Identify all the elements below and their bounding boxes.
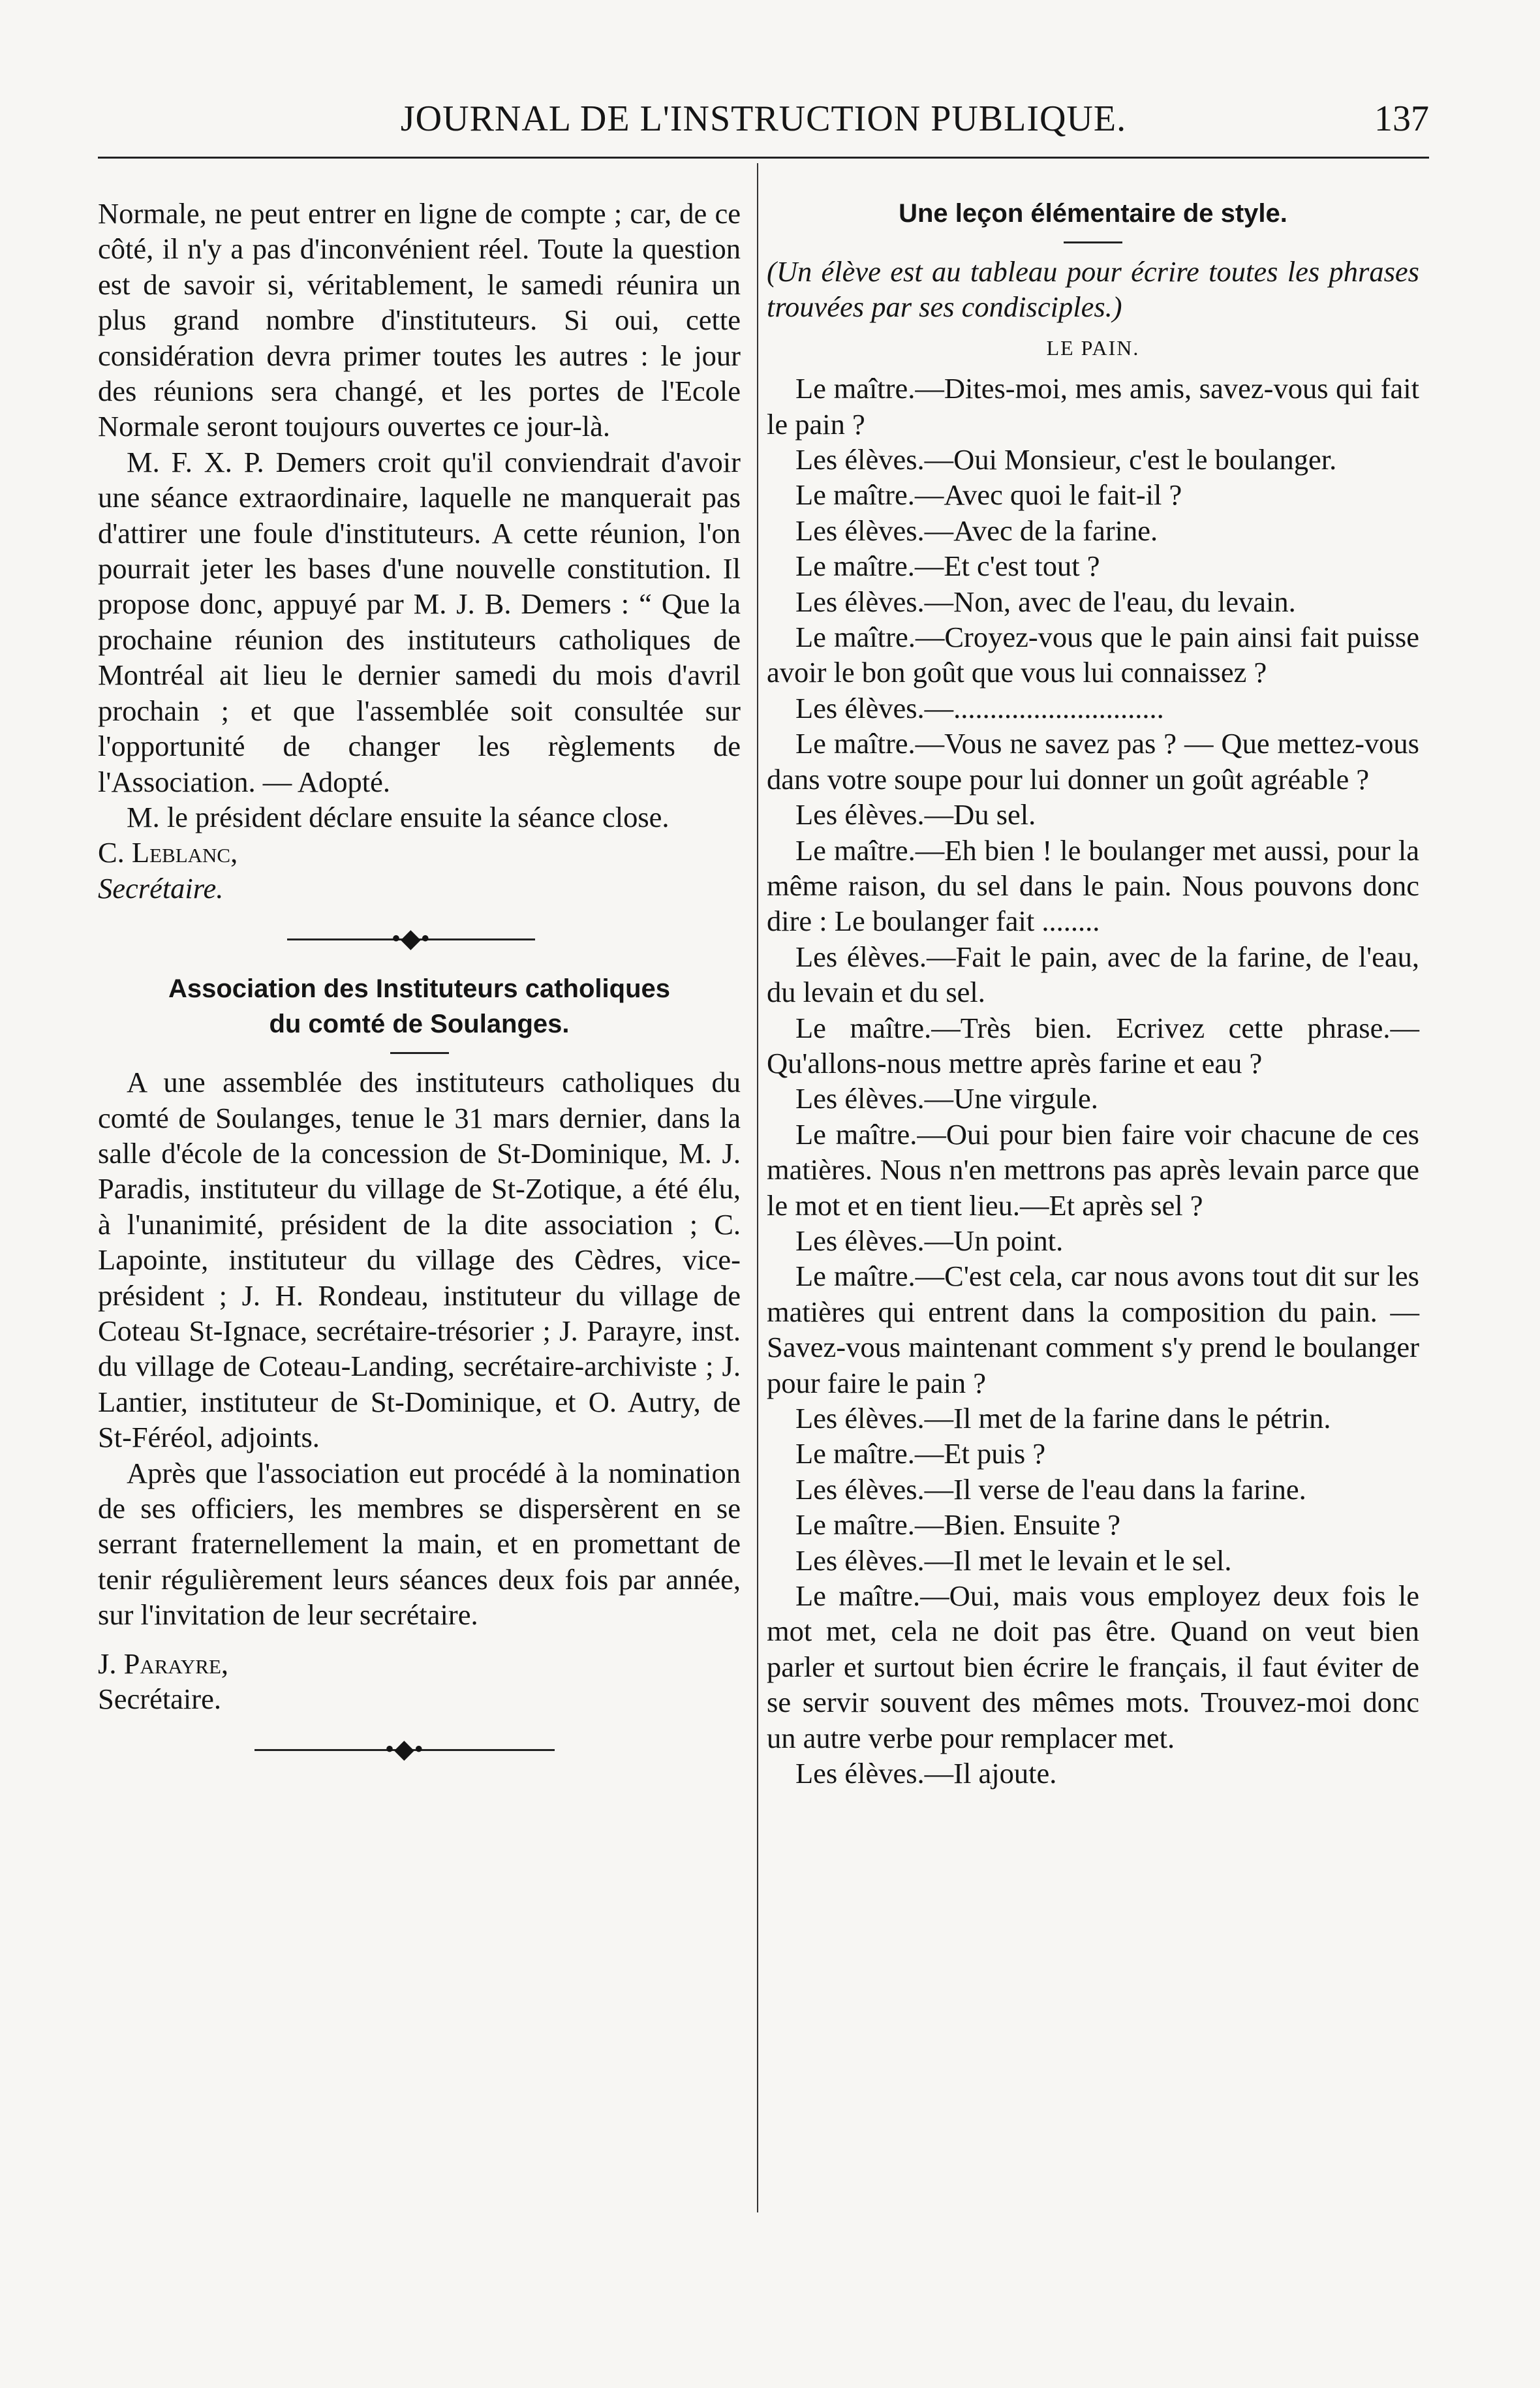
dialogue-line: Le maître.—Et c'est tout ? bbox=[795, 550, 1100, 583]
page-header bbox=[98, 98, 1429, 144]
dialogue-line: Le maître.—Vous ne savez pas ? — Que mettez-vous dans votre soupe pour lui donner un goût agréable ? bbox=[767, 727, 1419, 796]
lesson-heading: LE PAIN. bbox=[1046, 335, 1140, 360]
dialogue-line: Les élèves.—Oui Monsieur, c'est le boulanger. bbox=[795, 443, 1337, 476]
page-number: 137 bbox=[1374, 99, 1429, 139]
dialogue-line: Les élèves.—Il met le levain et le sel. bbox=[795, 1543, 1232, 1577]
paragraph: Normale, ne peut entrer en ligne de compte ; car, de ce côté, il n'y a pas d'inconvénient réel. Toute la question est de savoir si, véritablement, le samedi réunira un plus grand nombre d'instituteurs. Si oui, cette considération devra primer toutes les autres : le jour des réunions sera changé, et les portes de l'Ecole Normale seront toujours ouvertes ce jour-là. bbox=[98, 197, 741, 443]
dialogue-line: Les élèves.—Il met de la farine dans le pétrin. bbox=[795, 1402, 1331, 1434]
ornament-separator bbox=[98, 906, 741, 971]
dialogue-line: Les élèves.—............................. bbox=[795, 691, 1164, 724]
dialogue-line: Le maître.—C'est cela, car nous avons tout dit sur les matières qui entrent dans la composition du pain. — Savez-vous maintenant comment s'y prend le boulanger pour faire le pain ? bbox=[767, 1260, 1419, 1399]
section-title: Association des Instituteurs catholiques du comté de Soulanges. bbox=[168, 974, 671, 1039]
left-column bbox=[98, 196, 741, 1782]
ornament-icon: •◆• bbox=[385, 1734, 424, 1764]
lesson-subtitle: (Un élève est au tableau pour écrire toutes les phrases trouvées par ses condisciples.) bbox=[767, 255, 1419, 324]
dialogue-line: Le maître.—Dites-moi, mes amis, savez-vous qui fait le pain ? bbox=[767, 372, 1419, 441]
dialogue-line: Les élèves.—Fait le pain, avec de la farine, de l'eau, du levain et du sel. bbox=[767, 940, 1419, 1009]
running-title: JOURNAL DE L'INSTRUCTION PUBLIQUE. bbox=[400, 99, 1127, 139]
signature-title: Secrétaire. bbox=[98, 871, 224, 905]
lesson-title: Une leçon élémentaire de style. bbox=[899, 199, 1287, 228]
dialogue-line: Les élèves.—Il verse de l'eau dans la farine. bbox=[795, 1472, 1306, 1506]
dialogue-line: Les élèves.—Du sel. bbox=[795, 798, 1036, 831]
dialogue-line: Les élèves.—Un point. bbox=[795, 1224, 1064, 1257]
dialogue-line: Le maître.—Oui pour bien faire voir chacune de ces matières. Nous n'en mettrons pas après levain parce que le mot et en tient lieu.—Et après sel ? bbox=[767, 1117, 1419, 1222]
signature-name: C. Leblanc, bbox=[98, 836, 238, 869]
short-rule bbox=[1064, 241, 1122, 243]
paragraph: A une assemblée des instituteurs catholiques du comté de Soulanges, tenue le 31 mars dernier, dans la salle d'école de la concession de St-Dominique, M. J. Paradis, instituteur du village de St-Zotique, a été élu, à l'unanimité, président de la dite association ; C. Lapointe, instituteur du village des Cèdres, vice-président ; J. H. Rondeau, instituteur du village de Coteau St-Ignace, secrétaire-trésorier ; J. Parayre, inst. du village de Coteau-Landing, secrétaire-archiviste ; J. Lantier, instituteur de St-Dominique, et O. Autry, de St-Féréol, adjoints. bbox=[98, 1066, 741, 1454]
signature-name: J. Parayre, bbox=[98, 1647, 229, 1680]
dialogue-line: Les élèves.—Non, avec de l'eau, du levain. bbox=[795, 585, 1296, 618]
dialogue-line: Le maître.—Et puis ? bbox=[795, 1437, 1046, 1470]
dialogue-line: Le maître.—Bien. Ensuite ? bbox=[795, 1508, 1120, 1542]
dialogue-line: Le maître.—Oui, mais vous employez deux fois le mot met, cela ne doit pas être. Quand on veut bien parler et surtout bien écrire le français, il faut éviter de se servir souvent des mêmes mots. Trouvez-moi donc un autre verbe pour remplacer met. bbox=[767, 1579, 1419, 1754]
paragraph: Après que l'association eut procédé à la nomination de ses officiers, les membres se dispersèrent en se serrant fraternellement la main, et en promettant de tenir régulièrement leurs séances deux fois par année, sur l'invitation de leur secrétaire. bbox=[98, 1456, 741, 1632]
column-divider bbox=[757, 163, 758, 2212]
dialogue-line: Le maître.—Très bien. Ecrivez cette phrase.—Qu'allons-nous mettre après farine et eau ? bbox=[767, 1011, 1419, 1079]
paragraph: M. le président déclare ensuite la séance close. bbox=[127, 800, 670, 833]
dialogue-line: Le maître.—Eh bien ! le boulanger met aussi, pour la même raison, du sel dans le pain. Nous pouvons donc dire : Le boulanger fait ........ bbox=[767, 833, 1419, 938]
paragraph: M. F. X. P. Demers croit qu'il conviendrait d'avoir une séance extraordinaire, laquelle ne manquerait pas d'attirer une foule d'instituteurs. A cette réunion, l'on pourrait jeter les bases d'une nouvelle constitution. Il propose donc, appuyé par M. J. B. Demers : “ Que la prochaine réunion des instituteurs catholiques de Montréal ait lieu le dernier samedi du mois d'avril prochain ; et que l'assemblée soit consultée sur l'opportunité de changer les règlements de l'Association. — Adopté. bbox=[98, 445, 741, 798]
dialogue-line: Les élèves.—Il ajoute. bbox=[795, 1757, 1057, 1790]
ornament-separator bbox=[98, 1716, 741, 1782]
dialogue-line: Le maître.—Avec quoi le fait-il ? bbox=[795, 478, 1182, 512]
dialogue-line: Les élèves.—Une virgule. bbox=[795, 1082, 1098, 1115]
signature-title: Secrétaire. bbox=[98, 1682, 221, 1716]
header-rule bbox=[98, 157, 1429, 159]
dialogue-line: Le maître.—Croyez-vous que le pain ainsi fait puisse avoir le bon goût que vous lui connaissez ? bbox=[767, 621, 1419, 689]
short-rule bbox=[390, 1052, 449, 1054]
dialogue-line: Les élèves.—Avec de la farine. bbox=[795, 514, 1158, 547]
ornament-icon: •◆• bbox=[392, 923, 430, 954]
right-column bbox=[767, 196, 1419, 1791]
